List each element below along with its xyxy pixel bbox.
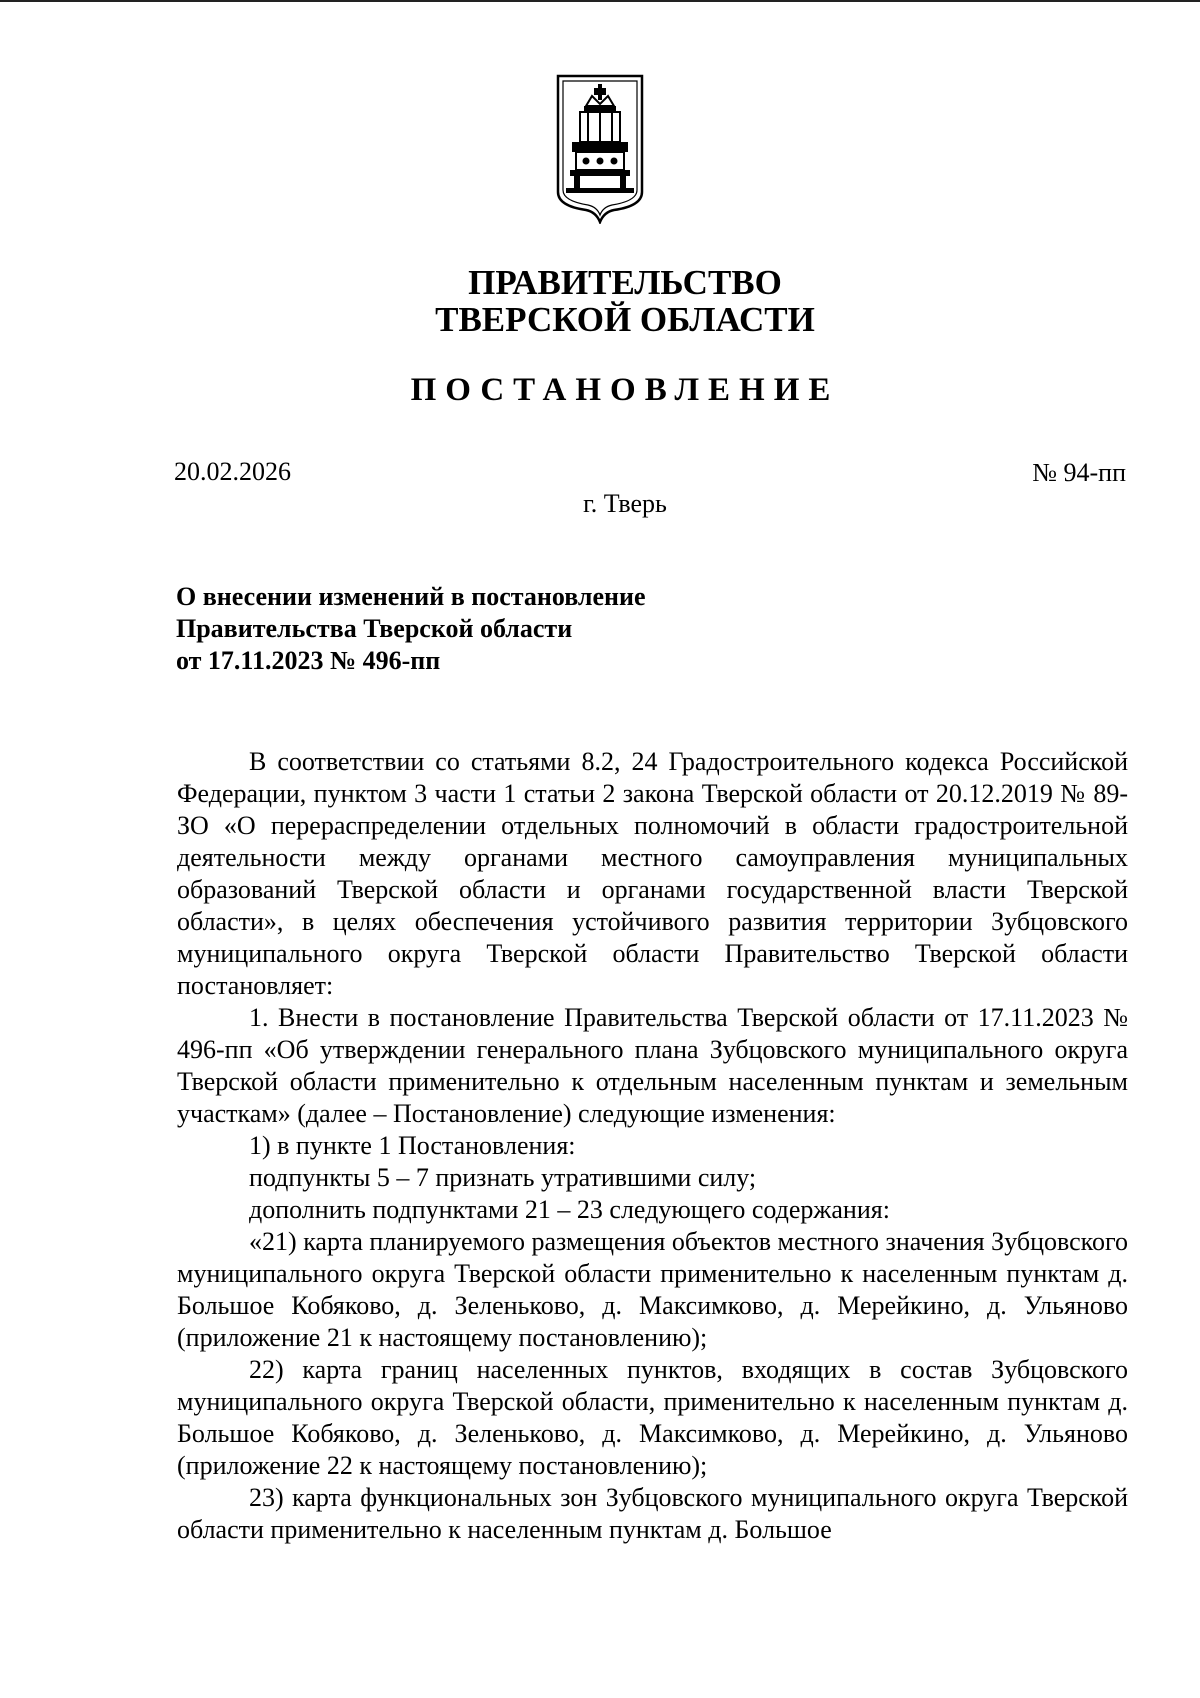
body-paragraph-subitem: дополнить подпунктами 21 – 23 следующего содержания: [249,1195,890,1224]
document-title-line: О внесении изменений в постановление [176,582,646,611]
body-paragraph-preamble: В соответствии со статьями 8.2, 24 Градостроительного кодекса Российской Федерации, пунктом 3 части 1 статьи 2 закона Тверской области от 20.12.2019 № 89-ЗО «О перераспределении отдельных полномочий в области градостроительной деятельности между органами местного самоуправления муниципальных образований Тверской области и органами государственной власти Тверской области», в целях обеспечения устойчивого развития территории Зубцовского муниципального округа Тверской области Правительство Тверской области постановляет: [177,747,1128,1000]
body-paragraph-item-1: 1. Внести в постановление Правительства Тверской области от 17.11.2023 № 496-пп «Об утверждении генерального плана Зубцовского муниципального округа Тверской области применительно к отдельным населенным пунктам и земельным участкам» (далее – Постановление) следующие изменения: [177,1003,1128,1128]
body-paragraph-subitem-23: 23) карта функциональных зон Зубцовского муниципального округа Тверской области применительно к населенным пунктам д. Большое [177,1483,1128,1544]
body-paragraph-subitem: 1) в пункте 1 Постановления: [249,1131,576,1160]
document-city: г. Тверь [583,489,667,518]
tver-coat-of-arms-icon [556,74,644,224]
body-paragraph-subitem: подпункты 5 – 7 признать утратившими силу; [249,1163,757,1192]
document-date: 20.02.2026 [174,457,291,486]
document-type-heading: ПОСТАНОВЛЕНИЕ [410,372,840,408]
document-title [176,581,646,677]
document-title-line: Правительства Тверской области [176,614,573,643]
document-body [177,746,1128,1546]
body-paragraph-subitem-22: 22) карта границ населенных пунктов, входящих в состав Зубцовского муниципального округа Тверской области, применительно к населенным пунктам д. Большое Кобяково, д. Зеленьково, д. Максимково, д. Мерейкино, д. Ульяново (приложение 22 к настоящему постановлению); [177,1355,1128,1480]
organization-name-line1: ПРАВИТЕЛЬСТВО [468,263,782,302]
organization-name-line2: ТВЕРСКОЙ ОБЛАСТИ [435,300,815,339]
document-title-line: от 17.11.2023 № 496-пп [176,646,441,675]
body-paragraph-subitem-21: «21) карта планируемого размещения объектов местного значения Зубцовского муниципального округа Тверской области применительно к населенным пунктам д. Большое Кобяково, д. Зеленьково, д. Максимково, д. Мерейкино, д. Ульяново (приложение 21 к настоящему постановлению); [177,1227,1128,1352]
document-number: № 94-пп [1032,458,1126,487]
scan-top-border [0,0,1200,2]
